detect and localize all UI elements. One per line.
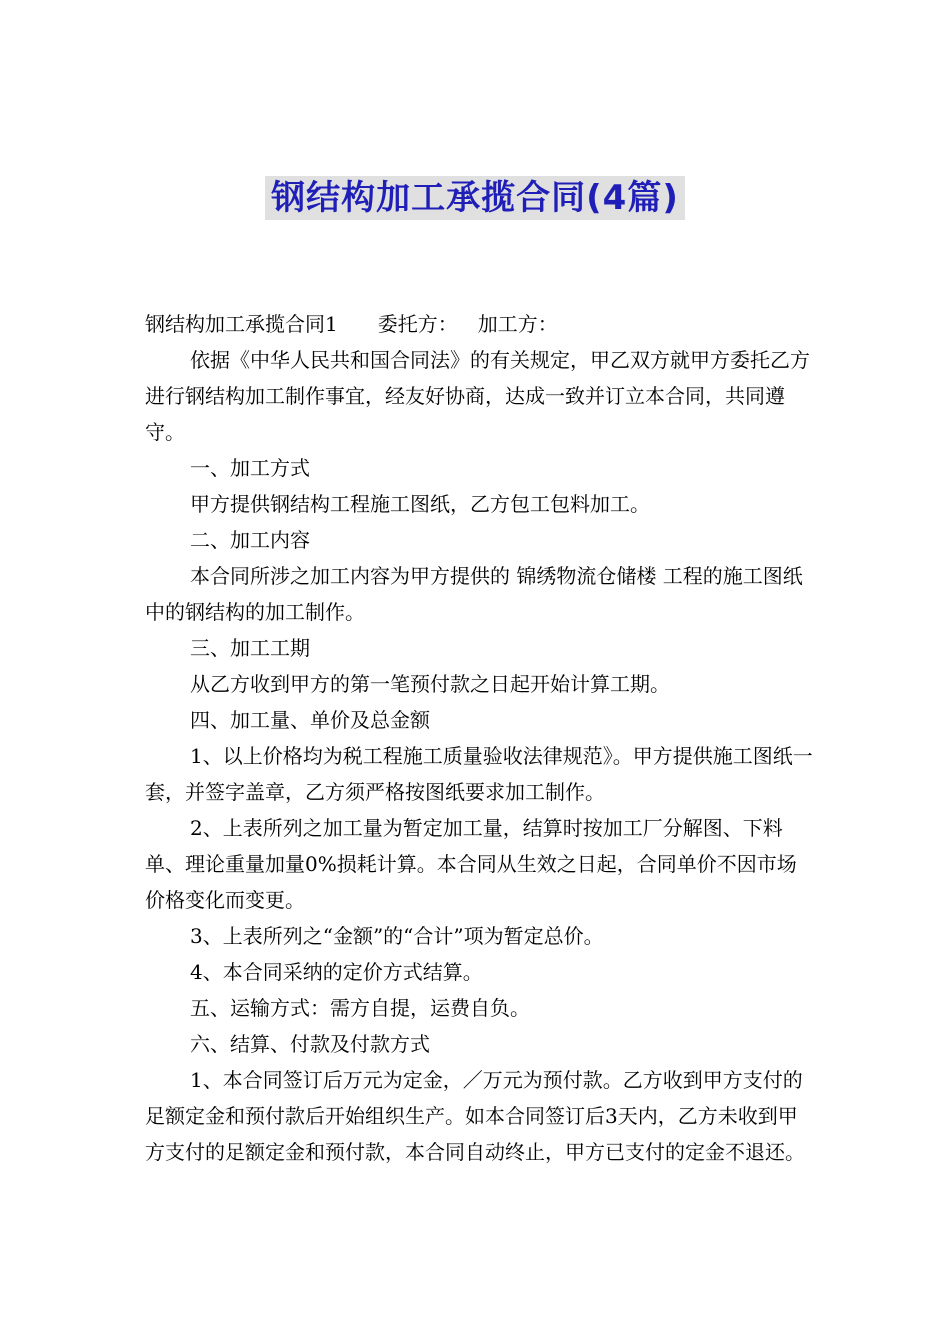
client-label: 委托方： xyxy=(377,312,458,336)
paragraph: 3、上表所列之“金额”的“合计”项为暂定总价。 xyxy=(190,924,604,948)
paragraph-intro: 依据《中华人民共和国合同法》的有关规定，甲乙双方就甲方委托乙方进行钢结构加工制作事宜，经友好协商，达成一致并订立本合同，共同遵守。 xyxy=(145,348,810,444)
title-container xyxy=(0,176,950,220)
paragraph: 1、本合同签订后万元为定金，／万元为预付款。乙方收到甲方支付的足额定金和预付款后开始组织生产。如本合同签订后3天内，乙方未收到甲方支付的足额定金和预付款，本合同自动终止，甲方已支付的定金不退还。 xyxy=(145,1068,805,1164)
section-heading-4: 四、加工量、单价及总金额 xyxy=(190,708,430,732)
processor-label: 加工方： xyxy=(477,312,558,336)
section-heading-5: 五、运输方式：需方自提，运费自负。 xyxy=(190,996,530,1020)
contract-header-line xyxy=(145,306,815,342)
paragraph: 4、本合同采纳的定价方式结算。 xyxy=(190,960,483,984)
section-heading-2: 二、加工内容 xyxy=(190,528,310,552)
section-heading-3: 三、加工工期 xyxy=(190,636,310,660)
paragraph: 从乙方收到甲方的第一笔预付款之日起开始计算工期。 xyxy=(190,672,670,696)
document-body xyxy=(145,306,815,1170)
document-title: 钢结构加工承揽合同(4篇) xyxy=(265,176,685,220)
paragraph: 1、以上价格均为税工程施工质量验收法律规范》。甲方提供施工图纸一套，并签字盖章，乙方须严格按图纸要求加工制作。 xyxy=(145,744,813,804)
paragraph: 2、上表所列之加工量为暂定加工量，结算时按加工厂分解图、下料单、理论重量加量0%损耗计算。本合同从生效之日起，合同单价不因市场价格变化而变更。 xyxy=(145,816,797,912)
section-heading-1: 一、加工方式 xyxy=(190,456,310,480)
contract-name: 钢结构加工承揽合同1 xyxy=(145,312,338,336)
paragraph: 甲方提供钢结构工程施工图纸，乙方包工包料加工。 xyxy=(190,492,650,516)
section-heading-6: 六、结算、付款及付款方式 xyxy=(190,1032,430,1056)
paragraph: 本合同所涉之加工内容为甲方提供的 锦绣物流仓储楼 工程的施工图纸中的钢结构的加工制作。 xyxy=(145,564,803,624)
